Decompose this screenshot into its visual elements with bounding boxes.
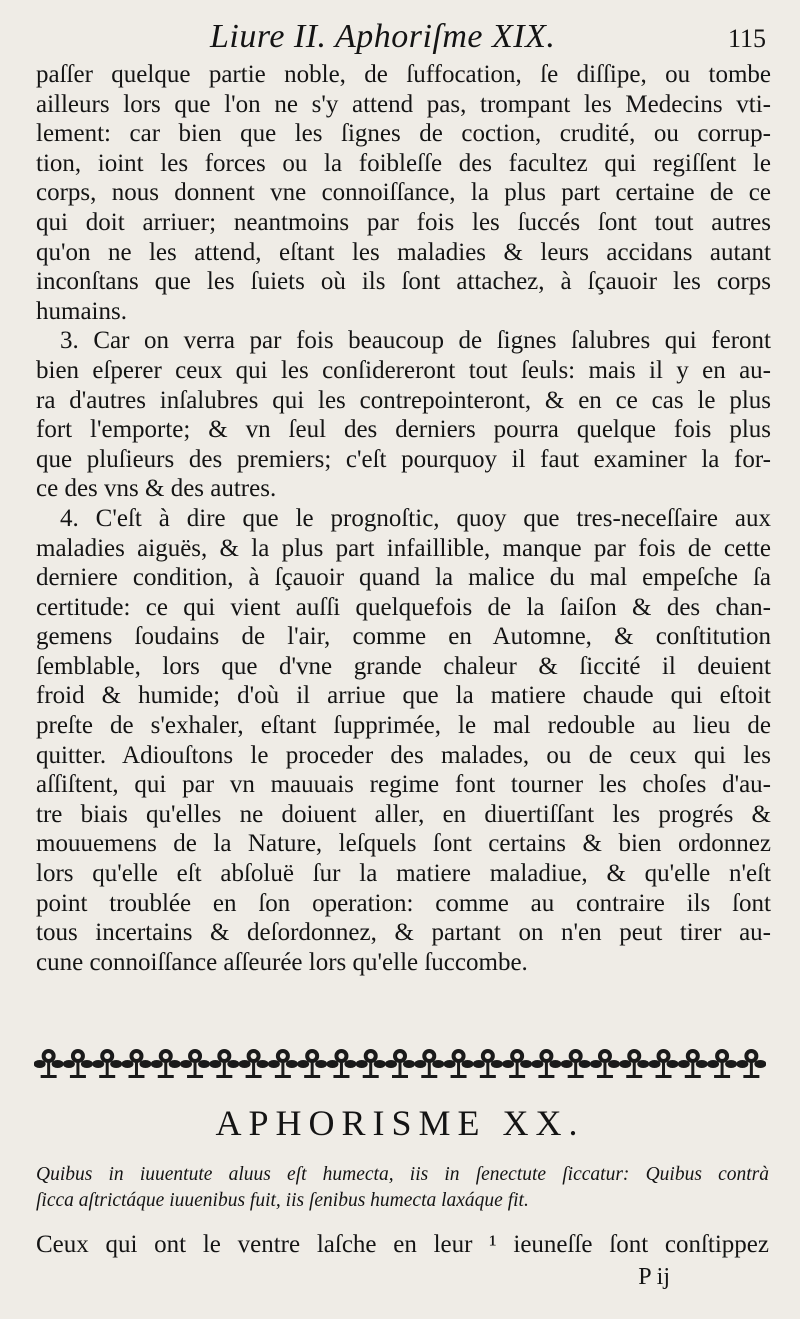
- text-line: qu'on ne les attend, eſtant les maladies & leurs accidans autant: [36, 238, 771, 266]
- fleuron-icon: [736, 1049, 766, 1078]
- fleuron-icon: [385, 1049, 415, 1078]
- ornament-band: [34, 1040, 766, 1084]
- text-line: aſſiſtent, qui par vn mauuais regime font tourner les choſes d'au-: [36, 771, 771, 799]
- text-line: ailleurs lors que l'on ne s'y attend pas, trompant les Medecins vti-: [36, 90, 771, 118]
- fleuron-icon: [34, 1049, 64, 1078]
- fleuron-icon: [151, 1049, 181, 1078]
- fleuron-icon: [619, 1049, 649, 1078]
- body-text: [36, 60, 771, 977]
- fleuron-icon: [561, 1049, 591, 1078]
- text-line: tion, ioint les forces ou la foibleſſe des facultez qui regiſſent le: [36, 149, 771, 177]
- fleuron-icon: [678, 1049, 708, 1078]
- text-line: derniere condition, à ſçauoir quand la malice du mal empeſche ſa: [36, 564, 771, 592]
- text-line: mouuemens de la Nature, leſquels ſont certains & bien ordonnez: [36, 830, 771, 858]
- text-line: certitude: ce qui vient auſſi quelquefois de la ſaiſon & des chan-: [36, 593, 771, 621]
- running-title: Liure II. Aphoriſme XIX.: [210, 18, 556, 55]
- text-line: bien eſperer ceux qui les conſidereront tout ſeuls: mais il y en au-: [36, 356, 771, 384]
- fleuron-icon: [531, 1049, 561, 1078]
- running-head: [0, 18, 800, 60]
- text-line: corps, nous donnent vne connoiſſance, la plus part certaine de ce: [36, 179, 771, 207]
- fleuron-icon: [63, 1049, 93, 1078]
- page-number: 115: [727, 24, 766, 53]
- latin-line: ſicca aſtrictáque iuuenibus fuit, iis ſenibus humecta laxáque fit.: [36, 1190, 529, 1211]
- fleuron-icon: [239, 1049, 269, 1078]
- fleuron-icon: [414, 1049, 444, 1078]
- fleuron-icon: [590, 1049, 620, 1078]
- fleuron-icon: [268, 1049, 298, 1078]
- paragraph-start-3: 3. Car on verra par fois beaucoup de ſignes ſalubres qui feront: [60, 327, 771, 355]
- section-heading: APHORISME XX.: [215, 1103, 585, 1143]
- text-line: lement: car bien que les ſignes de coction, crudité, ou corrup-: [36, 120, 771, 148]
- fleuron-row-icon: [34, 1040, 766, 1084]
- text-line: paſſer quelque partie noble, de ſuffocation, ſe diſſipe, ou tombe: [36, 61, 771, 88]
- text-line: froid & humide; d'où il arriue que la matiere chaude qui eſtoit: [36, 682, 771, 710]
- fleuron-icon: [356, 1049, 386, 1078]
- text-line: humains.: [36, 297, 127, 325]
- fleuron-icon: [707, 1049, 737, 1078]
- text-line: tre biais qu'elles ne doiuent aller, en diuertiſſant les progrés &: [36, 800, 771, 828]
- latin-line: Quibus in iuuentute aluus eſt humecta, iis in ſenectute ſiccatur: Quibus contrà: [36, 1164, 769, 1185]
- fleuron-icon: [326, 1049, 356, 1078]
- text-line: qui doit arriuer; neantmoins par fois les ſuccés ſont tout autres: [36, 208, 771, 236]
- fleuron-icon: [121, 1049, 151, 1078]
- translation: [36, 1230, 769, 1260]
- text-line: maladies aiguës, & la plus part infaillible, manque par fois de cette: [36, 534, 771, 562]
- fleuron-icon: [649, 1049, 679, 1078]
- translation-line: Ceux qui ont le ventre laſche en leur ¹ ieuneſſe ſont conſtippez: [36, 1231, 769, 1258]
- fleuron-icon: [444, 1049, 474, 1078]
- fleuron-icon: [92, 1049, 122, 1078]
- text-line: point troublée en ſon operation: comme au contraire ils ſont: [36, 889, 771, 917]
- paragraph-start-4: 4. C'eſt à dire que le prognoſtic, quoy que tres-neceſſaire aux: [60, 504, 771, 532]
- text-line: gemens ſoudains de l'air, comme en Automne, & conſtitution: [36, 623, 771, 651]
- text-line: que pluſieurs des premiers; c'eſt pourquoy il faut examiner la for-: [36, 445, 771, 473]
- text-line: preſte de s'exhaler, eſtant ſupprimée, le mal redouble au lieu de: [36, 712, 771, 740]
- fleuron-icon: [180, 1049, 210, 1078]
- aphorism-latin: [36, 1162, 769, 1214]
- text-line: quitter. Adiouſtons le proceder des malades, ou de ceux qui les: [36, 741, 771, 769]
- text-line: ce des vns & des autres.: [36, 475, 277, 503]
- text-line: lors qu'elle eſt abſoluë ſur la matiere maladiue, & qu'elle n'eſt: [36, 860, 771, 888]
- text-line: inconſtans que les ſuiets où ils ſont attachez, à ſçauoir les corps: [36, 268, 771, 296]
- fleuron-icon: [473, 1049, 503, 1078]
- signature-mark: P ij: [638, 1264, 670, 1290]
- fleuron-icon: [209, 1049, 239, 1078]
- fleuron-icon: [502, 1049, 532, 1078]
- text-line: cune connoiſſance aſſeurée lors qu'elle ſuccombe.: [36, 948, 528, 976]
- text-line: tous incertains & deſordonnez, & partant on n'en peut tirer au-: [36, 919, 771, 947]
- fleuron-icon: [297, 1049, 327, 1078]
- text-line: fort l'emporte; & vn ſeul des derniers pourra quelque fois plus: [36, 416, 771, 444]
- text-line: ra d'autres inſalubres qui les contrepointeront, & en ce cas le plus: [36, 386, 771, 414]
- text-line: ſemblable, lors que d'vne grande chaleur & ſiccité il deuient: [36, 652, 771, 680]
